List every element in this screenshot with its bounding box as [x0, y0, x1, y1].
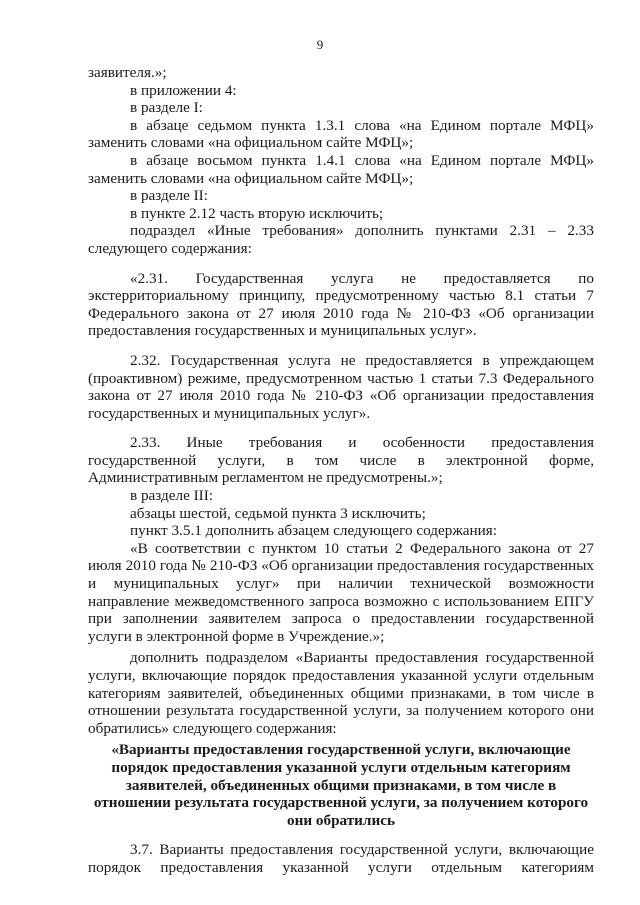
paragraph-other-requirements: подраздел «Иные требования» дополнить пунктами 2.31 – 2.33 следующего содержания: — [88, 222, 594, 257]
paragraph-section-3: в разделе III: — [130, 487, 214, 505]
paragraph-applicant-end: заявителя.»; — [88, 64, 167, 81]
paragraph-item-3-5-1: пункт 3.5.1 дополнить абзацем следующего содержания: — [130, 522, 498, 540]
page-number: 9 — [316, 37, 324, 52]
paragraph-quote-federal-law: «В соответствии с пунктом 10 статьи 2 Федерального закона от 27 июля 2010 года № 210-ФЗ «Об организации предоставления государственных и муниципальных услуг» при наличии технической возможности направление межведомственного запроса возможно с использованием ЕПГУ при заполнении заявителем запроса о предоставлении государственной услуги в электронной форме в Учреждение.»; — [88, 539, 594, 645]
paragraph-appendix-4: в приложении 4: — [130, 81, 237, 99]
paragraph-add-subsection: дополнить подразделом «Варианты предоставления государственной услуги, включающие порядок предоставления указанной услуги отдельным категориям заявителей, объединенных общими признаками, в том числе в отношении результата государственной услуги, за получением которого они обратились» следующего содержания: — [88, 649, 594, 737]
paragraph-section-1: в разделе I: — [130, 99, 203, 117]
paragraph-item-1-3-1: в абзаце седьмом пункта 1.3.1 слова «на Едином портале МФЦ» заменить словами «на официальном сайте МФЦ»; — [88, 116, 594, 152]
paragraph-3-7-line-2: порядок предоставления указанной услуги отдельным категориям — [88, 858, 594, 876]
paragraph-item-2-12: в пункте 2.12 часть вторую исключить; — [130, 204, 384, 222]
paragraph-item-1-4-1: в абзаце восьмом пункта 1.4.1 слова «на Едином портале МФЦ» заменить словами «на официальном сайте МФЦ»; — [88, 151, 594, 187]
paragraph-2-33: 2.33. Иные требования и особенности предоставления государственной услуги, в том числе в электронной форме, Административным регламентом не предусмотрены.»; — [88, 434, 594, 487]
subsection-heading: «Варианты предоставления государственной услуги, включающие порядок предоставления указанной услуги отдельным категориям заявителей, объединенных общими признаками, в том числе в отношении результата государственной услуги, за получением которого они обратились — [93, 741, 589, 829]
paragraph-2-31: «2.31. Государственная услуга не предоставляется по экстерриториальному принципу, предусмотренному частью 8.1 статьи 7 Федерального закона от 27 июля 2010 года № 210-ФЗ «Об организации предоставления государственных и муниципальных услуг». — [88, 269, 594, 340]
paragraph-2-32: 2.32. Государственная услуга не предоставляется в упреждающем (проактивном) режиме, предусмотренном частью 1 статьи 7.3 Федерального закона от 27 июля 2010 года № 210-ФЗ «Об организации предоставления государственных и муниципальных услуг». — [88, 351, 594, 422]
paragraph-3-7-line-1: 3.7. Варианты предоставления государственной услуги, включающие — [130, 841, 594, 859]
paragraph-item-3-exclude: абзацы шестой, седьмой пункта 3 исключить; — [130, 504, 426, 522]
document-body — [88, 64, 594, 877]
paragraph-section-2: в разделе II: — [130, 187, 208, 205]
